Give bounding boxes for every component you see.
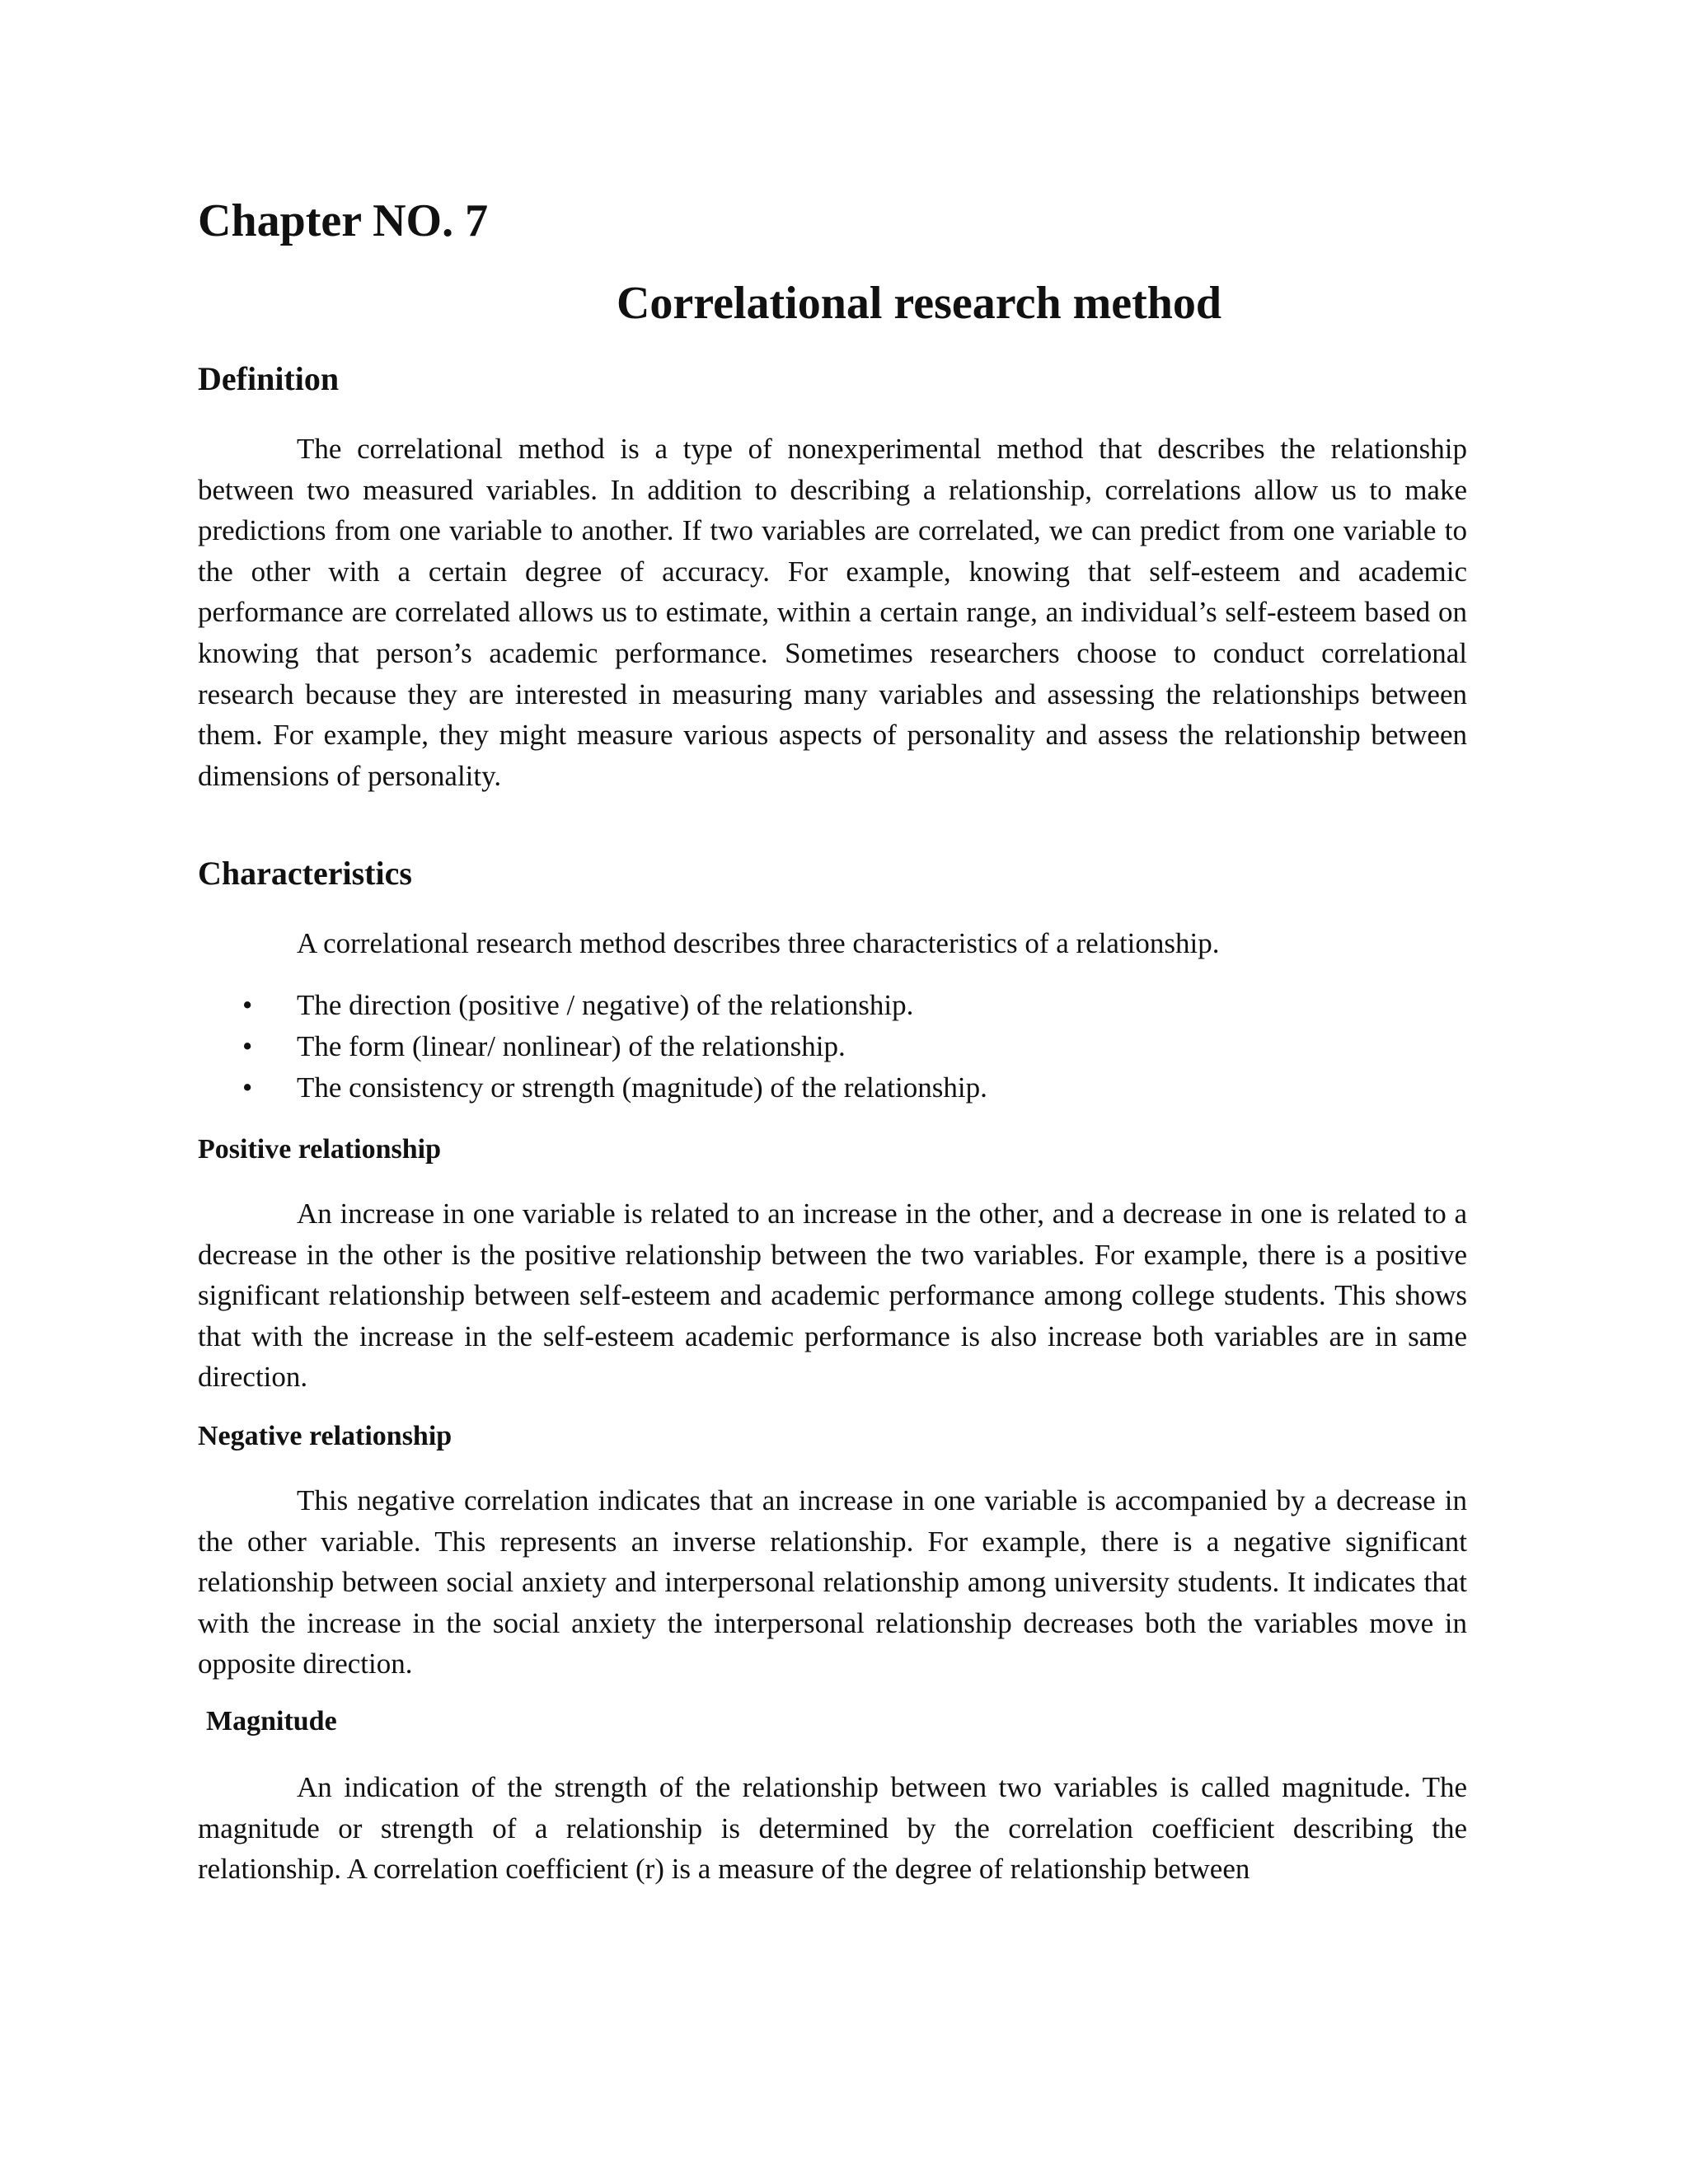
list-item-text: The consistency or strength (magnitude) of the relationship.	[297, 1071, 987, 1104]
list-item	[198, 985, 987, 1026]
characteristics-intro: A correlational research method describes three characteristics of a relationship.	[297, 927, 1220, 959]
positive-relationship-heading: Positive relationship	[198, 1134, 441, 1165]
characteristics-list	[198, 985, 987, 1108]
definition-heading: Definition	[198, 360, 340, 397]
chapter-label: Chapter NO. 7	[198, 195, 489, 246]
characteristics-heading: Characteristics	[198, 855, 412, 892]
definition-paragraph: The correlational method is a type of nonexperimental method that describes the relationship between two measured variables. In addition to describing a relationship, correlations allow us to make predictions from one variable to another. If two variables are correlated, we can predict from one variable to the other with a certain degree of accuracy. For example, knowing that self-esteem and academic performance are correlated allows us to estimate, within a certain range, an individual’s self-esteem based on knowing that person’s academic performance. Sometimes researchers choose to conduct correlational research because they are interested in measuring many variables and assessing the relationships between them. For example, they might measure various aspects of personality and assess the relationship between dimensions of personality.	[198, 433, 1467, 792]
list-item	[198, 1026, 987, 1067]
magnitude-heading: Magnitude	[206, 1706, 337, 1736]
negative-relationship-paragraph: This negative correlation indicates that an increase in one variable is accompanied by a decrease in the other variable. This represents an inverse relationship. For example, there is a negative significant relationship between social anxiety and interpersonal relationship among university students. It indicates that with the increase in the social anxiety the interpersonal relationship decreases both the variables move in opposite direction.	[198, 1484, 1467, 1680]
negative-relationship-heading: Negative relationship	[198, 1421, 452, 1451]
list-item-text: The form (linear/ nonlinear) of the relationship.	[297, 1030, 846, 1062]
page-title: Correlational research method	[616, 278, 1222, 329]
magnitude-paragraph: An indication of the strength of the relationship between two variables is called magnitude. The magnitude or strength of a relationship is determined by the correlation coefficient describing the relationship. A correlation coefficient (r) is a measure of the degree of relationship between	[198, 1771, 1467, 1886]
positive-relationship-paragraph: An increase in one variable is related to an increase in the other, and a decrease in one is related to a decrease in the other is the positive relationship between the two variables. For example, there is a positive significant relationship between self-esteem and academic performance among college students. This shows that with the increase in the self-esteem academic performance is also increase both variables are in same direction.	[198, 1197, 1467, 1394]
list-item-text: The direction (positive / negative) of the relationship.	[297, 989, 914, 1021]
bullet-icon: •	[242, 989, 253, 1021]
list-item	[198, 1067, 987, 1108]
bullet-icon: •	[242, 1030, 253, 1062]
bullet-icon: •	[242, 1071, 253, 1104]
